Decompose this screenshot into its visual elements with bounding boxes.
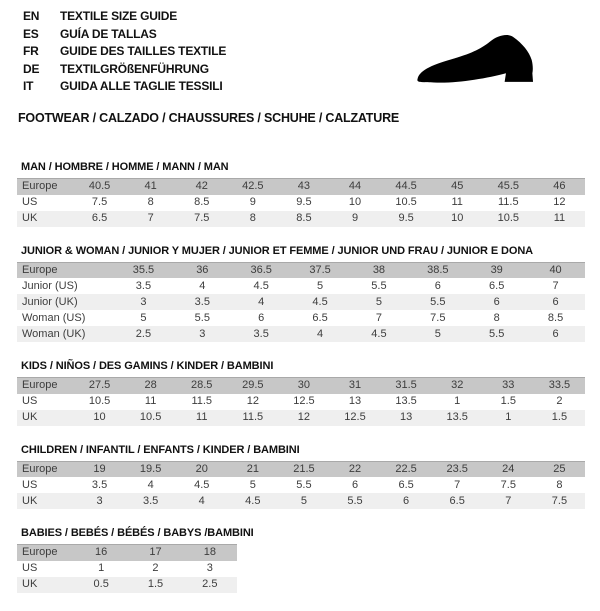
size-cell: 45.5 (497, 180, 519, 193)
size-cell: 12 (297, 411, 311, 423)
size-cell: 28 (144, 379, 157, 392)
size-cell: 12 (246, 395, 259, 407)
size-cell: 30 (297, 379, 311, 392)
size-cell: 44.5 (395, 180, 417, 193)
size-cell: 8 (147, 196, 154, 208)
size-cell: 1.5 (147, 578, 164, 590)
row-label: UK (22, 578, 38, 590)
size-cell: 1.5 (500, 395, 516, 407)
language-label: GUIDE DES TAILLES TEXTILE (60, 44, 227, 58)
row-label: Europe (22, 546, 58, 559)
size-cell: 19.5 (139, 462, 162, 475)
language-label: GUÍA DE TALLAS (60, 26, 157, 41)
table-row (17, 278, 585, 294)
size-cell: 41 (144, 180, 157, 193)
size-cell: 11 (553, 212, 566, 224)
size-cell: 10 (348, 196, 362, 208)
size-cell: 7.5 (430, 311, 446, 324)
size-cell: 6 (434, 279, 441, 292)
row-label: US (22, 562, 38, 574)
size-cell: 11 (144, 395, 157, 407)
size-cell: 6 (351, 478, 359, 491)
row-label: Europe (22, 462, 58, 475)
size-cell: 28.5 (191, 379, 213, 392)
size-cell: 1 (505, 411, 512, 423)
row-label: UK (22, 212, 38, 224)
row-label: Europe (22, 379, 58, 392)
size-cell: 11.5 (191, 395, 213, 407)
language-code: EN (23, 9, 40, 23)
size-cell: 17 (149, 546, 162, 559)
table-title: CHILDREN / INFANTIL / ENFANTS / KINDER / BAMBINI (21, 443, 300, 456)
size-cell: 10 (451, 212, 464, 224)
size-cell: 9.5 (398, 212, 414, 224)
size-cell: 8 (249, 212, 256, 224)
size-cell: 10 (93, 411, 106, 423)
size-cell: 5 (434, 327, 441, 340)
row-label: UK (22, 411, 38, 423)
size-cell: 6 (258, 311, 265, 324)
size-cell: 6.5 (489, 279, 505, 292)
size-cell: 12.5 (344, 411, 366, 423)
size-cell: 5 (375, 295, 382, 308)
size-cell: 3.5 (135, 279, 152, 292)
size-cell: 3 (206, 562, 213, 574)
row-label: UK (22, 494, 38, 507)
size-cell: 16 (95, 546, 108, 559)
table-row (17, 310, 585, 326)
row-label: Junior (US) (22, 279, 78, 292)
size-cell: 12.5 (293, 395, 315, 407)
table-row (17, 378, 585, 394)
size-cell: 21.5 (293, 462, 315, 475)
table-row (17, 477, 585, 493)
size-cell: 42.5 (242, 180, 264, 193)
table-row (17, 211, 585, 227)
size-cell: 4 (317, 327, 324, 340)
size-cell: 10.5 (497, 212, 519, 224)
size-cell: 1 (454, 395, 461, 407)
size-cell: 18 (203, 546, 216, 559)
size-cell: 7 (147, 212, 154, 224)
language-code: ES (23, 26, 39, 41)
size-cell: 7 (454, 478, 461, 491)
size-cell: 5.5 (489, 327, 505, 340)
size-cell: 11 (451, 196, 463, 208)
size-cell: 21 (246, 462, 259, 475)
language-label: TEXTILGRÖßENFÜHRUNG (60, 61, 209, 76)
size-table (17, 262, 585, 343)
size-cell: 7 (375, 311, 382, 324)
size-cell: 8.5 (296, 212, 312, 224)
size-cell: 13.5 (446, 411, 468, 423)
size-cell: 4.5 (245, 494, 261, 507)
size-cell: 6.5 (398, 478, 414, 491)
size-cell: 13 (348, 395, 362, 407)
language-code: IT (23, 79, 34, 93)
size-cell: 46 (553, 180, 566, 193)
size-cell: 2.5 (135, 327, 152, 340)
dress-shoe-icon (393, 31, 578, 97)
size-cell: 31.5 (395, 379, 417, 392)
table-row (17, 262, 585, 278)
size-cell: 9 (351, 212, 359, 224)
size-cell: 3.5 (194, 295, 210, 308)
size-cell: 10.5 (395, 196, 417, 208)
size-table (17, 377, 585, 426)
language-code: FR (23, 44, 39, 58)
size-cell: 40.5 (88, 180, 111, 193)
table-row (17, 394, 585, 410)
size-cell: 45 (451, 180, 464, 193)
size-cell: 3.5 (91, 478, 108, 491)
size-cell: 23.5 (446, 462, 468, 475)
size-cell: 3 (199, 327, 206, 340)
size-cell: 3.5 (142, 494, 159, 507)
row-label: US (22, 196, 38, 208)
size-cell: 3.5 (253, 327, 269, 340)
size-cell: 5 (317, 279, 324, 292)
size-cell: 43 (297, 180, 311, 193)
size-cell: 27.5 (88, 379, 111, 392)
size-cell: 4.5 (371, 327, 387, 340)
size-cell: 6 (493, 295, 500, 308)
size-table (17, 178, 585, 227)
size-cell: 11 (196, 411, 208, 423)
table-row (17, 294, 585, 310)
size-cell: 4 (199, 279, 206, 292)
size-cell: 7.5 (194, 212, 210, 224)
table-row (17, 561, 237, 577)
size-cell: 44 (348, 180, 362, 193)
size-cell: 6 (552, 295, 559, 308)
table-row (17, 195, 585, 211)
size-cell: 36 (196, 263, 209, 276)
size-cell: 0.5 (93, 578, 109, 590)
table-row (17, 461, 585, 477)
table-title: JUNIOR & WOMAN / JUNIOR Y MUJER / JUNIOR ET FEMME / JUNIOR UND FRAU / JUNIOR E DONA (21, 244, 534, 257)
size-cell: 8.5 (194, 196, 210, 208)
size-cell: 5.5 (296, 478, 312, 491)
size-cell: 11.5 (242, 411, 264, 423)
size-cell: 3 (140, 295, 147, 308)
size-cell: 4 (147, 478, 154, 491)
table-row (17, 545, 237, 561)
size-cell: 8 (493, 311, 500, 324)
size-cell: 38.5 (427, 263, 449, 276)
size-cell: 4.5 (312, 295, 328, 308)
size-cell: 3 (96, 494, 103, 507)
row-label: Europe (22, 263, 58, 276)
size-cell: 10.5 (88, 395, 111, 407)
size-cell: 35.5 (132, 263, 155, 276)
size-cell: 5 (300, 494, 307, 507)
table-row (17, 410, 585, 426)
language-row (23, 26, 226, 44)
language-row (23, 78, 226, 96)
language-row (23, 43, 226, 61)
size-cell: 5.5 (347, 494, 363, 507)
size-cell: 4.5 (253, 279, 269, 292)
size-cell: 29.5 (242, 379, 264, 392)
size-cell: 7.5 (500, 478, 516, 491)
size-cell: 1 (98, 562, 105, 574)
size-table-section (17, 161, 585, 227)
size-cell: 1.5 (551, 411, 568, 423)
size-cell: 39 (490, 263, 503, 276)
size-cell: 6 (403, 494, 410, 507)
table-row (17, 577, 237, 593)
size-cell: 25 (553, 462, 566, 475)
size-cell: 5.5 (194, 311, 210, 324)
size-cell: 19 (93, 462, 106, 475)
row-label: US (22, 478, 38, 491)
size-cell: 5.5 (371, 279, 387, 292)
language-list (23, 8, 226, 96)
size-cell: 11.5 (498, 196, 519, 208)
language-row (23, 8, 226, 26)
size-cell: 33.5 (548, 379, 571, 392)
row-label: US (22, 395, 38, 407)
size-cell: 8 (556, 478, 563, 491)
size-cell: 6.5 (91, 212, 108, 224)
size-cell: 33 (502, 379, 515, 392)
row-label: Woman (UK) (22, 327, 86, 340)
language-label: TEXTILE SIZE GUIDE (60, 9, 178, 23)
size-cell: 4 (198, 494, 205, 507)
table-title: BABIES / BEBÉS / BÉBÉS / BABYS /BAMBINI (21, 527, 254, 539)
table-row (17, 493, 585, 509)
size-cell: 4 (258, 295, 265, 308)
size-cell: 20 (195, 462, 208, 475)
language-row (23, 61, 226, 79)
size-tables (17, 161, 585, 611)
size-cell: 8.5 (547, 311, 564, 324)
size-cell: 22.5 (395, 462, 417, 475)
size-cell: 22 (348, 462, 362, 475)
size-table-section (17, 245, 585, 343)
size-cell: 40 (549, 263, 562, 276)
size-cell: 12 (553, 196, 566, 208)
size-cell: 7 (552, 279, 559, 292)
size-cell: 2.5 (202, 578, 218, 590)
size-cell: 5 (249, 478, 256, 491)
table-title: MAN / HOMBRE / HOMME / MANN / MAN (21, 161, 229, 173)
size-cell: 13.5 (395, 395, 417, 407)
table-row (17, 326, 585, 342)
size-table-section (17, 444, 585, 510)
size-cell: 2 (152, 562, 159, 574)
size-cell: 13 (399, 411, 413, 423)
row-label: Woman (US) (22, 311, 86, 324)
size-cell: 6.5 (449, 494, 465, 507)
size-cell: 31 (348, 379, 362, 392)
size-cell: 5 (140, 311, 147, 324)
size-cell: 7.5 (91, 196, 108, 208)
size-cell: 7 (505, 494, 512, 507)
size-cell: 37.5 (309, 263, 331, 276)
size-cell: 9 (249, 196, 256, 208)
language-label: GUIDA ALLE TAGLIE TESSILI (60, 79, 223, 93)
size-cell: 32 (451, 379, 464, 392)
size-cell: 10.5 (139, 411, 162, 423)
size-cell: 24 (502, 462, 515, 475)
size-cell: 36.5 (250, 263, 272, 276)
size-table (17, 461, 585, 510)
language-code: DE (23, 61, 40, 76)
size-table-section (17, 527, 585, 593)
size-cell: 42 (195, 180, 208, 193)
size-cell: 4.5 (194, 478, 210, 491)
size-cell: 9.5 (296, 196, 312, 208)
size-cell: 38 (372, 263, 386, 276)
size-table-section (17, 360, 585, 426)
row-label: Europe (22, 180, 58, 193)
size-cell: 5.5 (430, 295, 446, 308)
size-cell: 2 (556, 395, 563, 407)
category-heading: FOOTWEAR / CALZADO / CHAUSSURES / SCHUHE / CALZATURE (18, 111, 400, 125)
size-table (17, 544, 237, 593)
size-cell: 6.5 (312, 311, 328, 324)
size-cell: 6 (552, 327, 559, 340)
table-title: KIDS / NIÑOS / DES GAMINS / KINDER / BAMBINI (21, 360, 274, 372)
row-label: Junior (UK) (22, 295, 78, 308)
table-row (17, 179, 585, 195)
size-cell: 7.5 (551, 494, 568, 507)
